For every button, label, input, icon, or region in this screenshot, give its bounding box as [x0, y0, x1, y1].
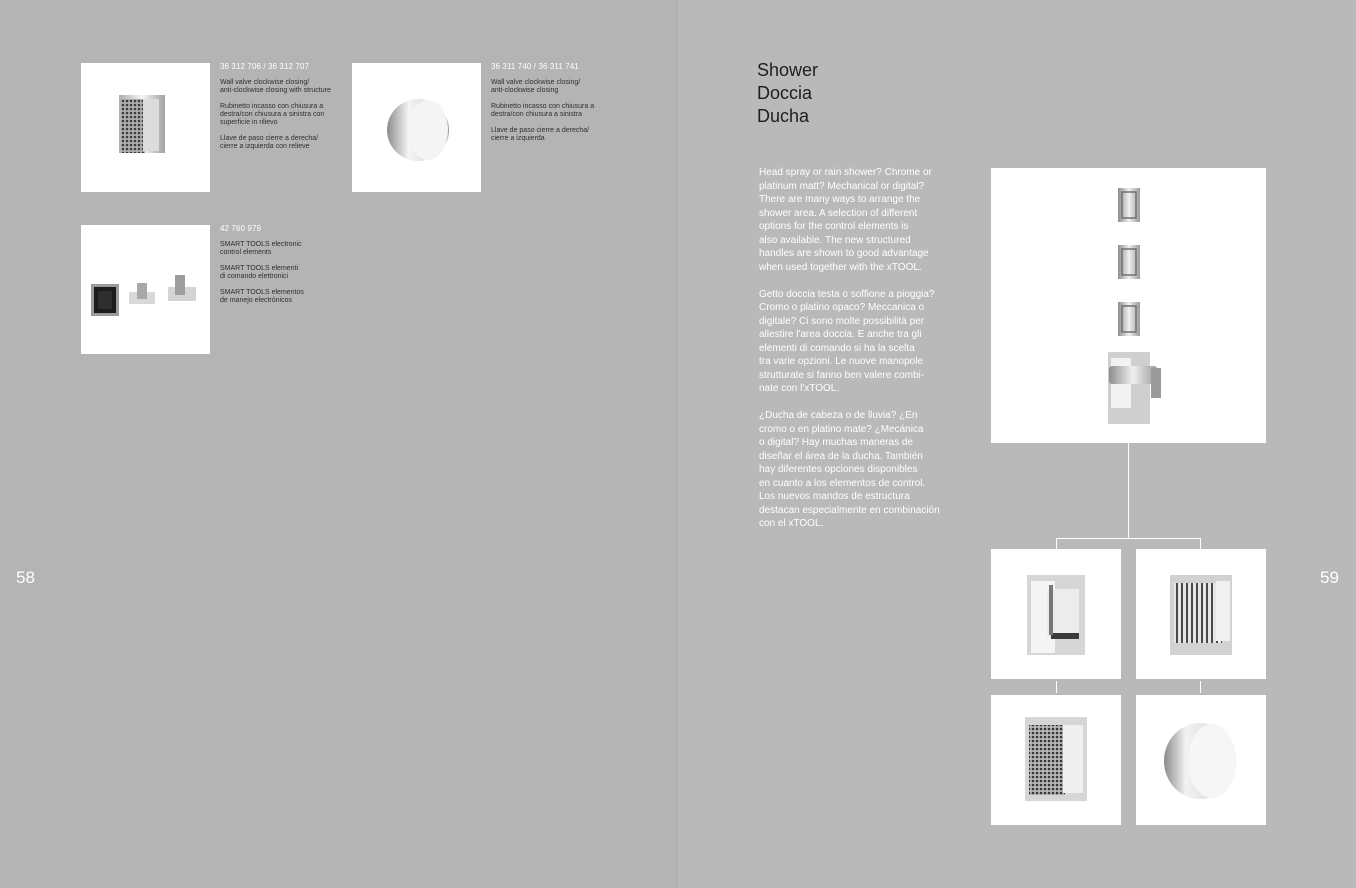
round-knob-photo: [1136, 695, 1266, 825]
title-es: Ducha: [757, 106, 810, 126]
product-description: [491, 79, 616, 151]
description-en: Wall valve clockwise closing/ anti-clockwise closing with structure: [220, 79, 331, 94]
connector-line: [1056, 538, 1057, 549]
round-knob-image: [1136, 695, 1266, 825]
smart-tools-photo: [81, 225, 210, 354]
product-code: 36 312 706 / 36 312 707: [220, 62, 310, 71]
section-title: [757, 59, 818, 128]
page-number-right: 59: [1320, 568, 1339, 587]
description-es: Llave de paso cierre a derecha/ cierre a izquierda con relieve: [220, 135, 319, 150]
title-it: Doccia: [757, 83, 813, 103]
page-number-left: 58: [16, 568, 35, 587]
product-description: [220, 241, 345, 313]
connector-line: [1056, 681, 1057, 693]
structured-square-image: [991, 695, 1121, 825]
description-en: Wall valve clockwise closing/ anti-clockwise closing: [491, 79, 581, 94]
product-code: 42 760 979: [220, 224, 262, 233]
body-paragraph-en: Head spray or rain shower? Chrome or platinum matt? Mechanical or digital? There are many ways to arrange the shower area. A selection of different options for the control elements is also available. The new structured handles are shown to good advantage when used together with the xTOOL.: [759, 167, 932, 273]
xtool-controls-image: [991, 168, 1266, 443]
lever-handle-image: [991, 549, 1121, 679]
section-body: [759, 166, 949, 544]
connector-line: [1200, 538, 1201, 549]
description-en: SMART TOOLS electronic control elements: [220, 241, 302, 256]
textured-wall-valve-photo: [81, 63, 210, 192]
spine-gutter: [676, 0, 680, 888]
connector-line: [1200, 681, 1201, 693]
title-en: Shower: [757, 60, 819, 80]
textured-wall-valve-image: [81, 63, 210, 192]
description-it: Rubinetto incasso con chiusura a destra/con chiusura a sinistra: [491, 103, 595, 118]
smart-tools-image: [81, 225, 210, 354]
description-es: Llave de paso cierre a derecha/ cierre a izquierda: [491, 127, 590, 142]
connector-line: [1056, 538, 1201, 539]
round-wall-valve-photo: [352, 63, 481, 192]
product-code: 36 311 740 / 36 311 741: [491, 62, 579, 71]
body-paragraph-it: Getto doccia testa o soffione a pioggia? Cromo o platino opaco? Meccanica o digitale? Ci sono molte possibilità per allestire l'area doccia. E anche tra gli elementi di comando si ha la scelta tra varie opzioni. Le nuove manopole strutturate si fanno ben valere combi- nate con l'xTOOL.: [759, 288, 935, 394]
structured-lever-photo: [1136, 549, 1266, 679]
product-description: [220, 79, 345, 159]
round-wall-valve-image: [352, 63, 481, 192]
description-it: Rubinetto incasso con chiusura a destra/con chiusura a sinistra con superficie in rilievo: [220, 103, 325, 126]
connector-line: [1128, 443, 1129, 538]
body-paragraph-es: ¿Ducha de cabeza o de lluvia? ¿En cromo o en platino mate? ¿Mecánica o digital? Hay muchas maneras de diseñar el área de la ducha. También hay diferentes opciones disponibles en cuanto a los elementos de control. Los nuevos mandos de estructura destacan especialmente en combinación con el xTOOL.: [759, 410, 940, 529]
description-it: SMART TOOLS elementi di comando elettronici: [220, 265, 299, 280]
hero-photo: [991, 168, 1266, 443]
description-es: SMART TOOLS elementos de manejo electrónicos: [220, 289, 304, 304]
structured-lever-image: [1136, 549, 1266, 679]
structured-square-photo: [991, 695, 1121, 825]
lever-handle-photo: [991, 549, 1121, 679]
